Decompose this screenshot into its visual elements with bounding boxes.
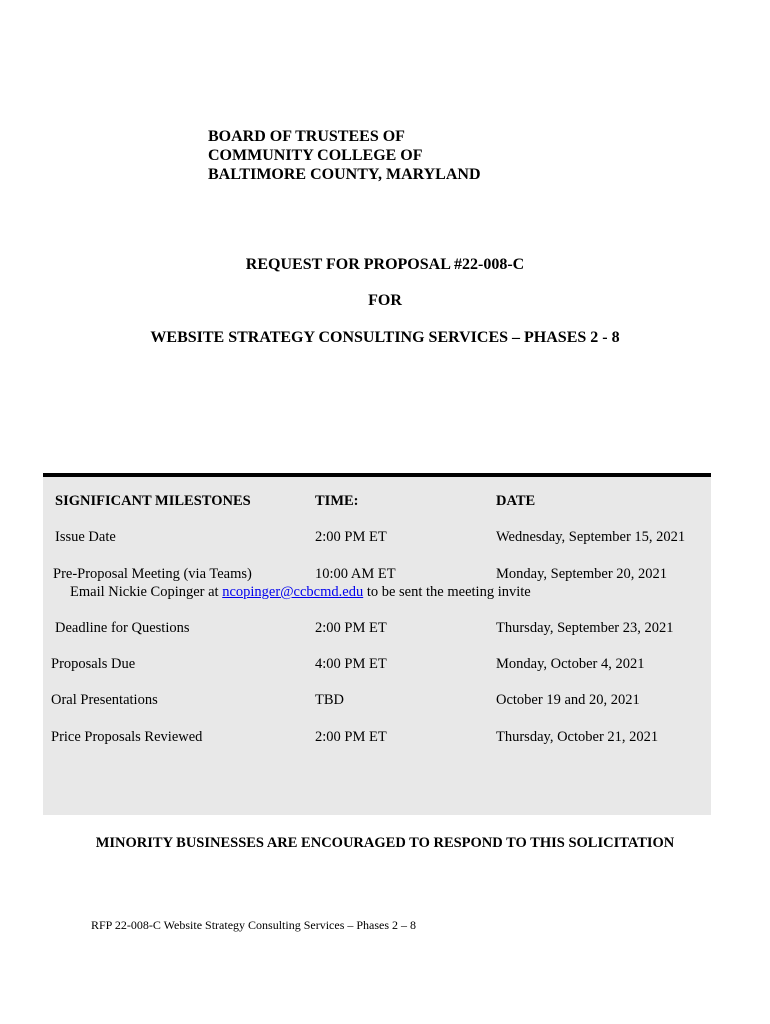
milestone-time: 2:00 PM ET <box>315 729 387 745</box>
milestone-time: TBD <box>315 692 344 708</box>
milestones-table <box>43 473 711 815</box>
milestone-time: 10:00 AM ET <box>315 566 396 582</box>
milestone-label: Price Proposals Reviewed <box>51 729 203 745</box>
email-note-prefix: Email Nickie Copinger at <box>70 584 223 600</box>
board-name-line-2: COMMUNITY COLLEGE OF <box>208 147 423 164</box>
rfp-title: REQUEST FOR PROPOSAL #22-008-C <box>245 256 525 273</box>
milestone-time: 4:00 PM ET <box>315 656 387 672</box>
meeting-email-note <box>70 583 531 601</box>
header-time: TIME: <box>315 493 359 509</box>
email-note-suffix: to be sent the meeting invite <box>363 584 531 600</box>
board-name-line-3: BALTIMORE COUNTY, MARYLAND <box>208 166 481 183</box>
milestone-date: Monday, September 20, 2021 <box>496 566 668 582</box>
header-milestones: SIGNIFICANT MILESTONES <box>55 493 251 509</box>
milestone-label: Oral Presentations <box>51 692 158 708</box>
header-date: DATE <box>496 493 536 509</box>
milestone-date: Thursday, September 23, 2021 <box>496 620 674 636</box>
milestone-date: Wednesday, September 15, 2021 <box>496 529 686 545</box>
milestone-date: Thursday, October 21, 2021 <box>496 729 659 745</box>
board-name-line-1: BOARD OF TRUSTEES OF <box>208 128 405 145</box>
milestone-time: 2:00 PM ET <box>315 620 387 636</box>
milestone-time: 2:00 PM ET <box>315 529 387 545</box>
milestone-label: Pre-Proposal Meeting (via Teams) <box>53 566 252 582</box>
milestone-label: Proposals Due <box>51 656 136 672</box>
milestone-label: Deadline for Questions <box>55 620 190 636</box>
milestone-date: Monday, October 4, 2021 <box>496 656 645 672</box>
page-footer: RFP 22-008-C Website Strategy Consulting Services – Phases 2 – 8 <box>91 918 417 932</box>
rfp-subject: WEBSITE STRATEGY CONSULTING SERVICES – PHASES 2 - 8 <box>150 329 620 346</box>
email-link[interactable]: ncopinger@ccbcmd.edu <box>222 584 364 600</box>
milestone-date: October 19 and 20, 2021 <box>496 692 640 708</box>
minority-notice: MINORITY BUSINESSES ARE ENCOURAGED TO RESPOND TO THIS SOLICITATION <box>95 835 675 851</box>
rfp-for: FOR <box>368 292 402 309</box>
milestone-label: Issue Date <box>55 529 116 545</box>
